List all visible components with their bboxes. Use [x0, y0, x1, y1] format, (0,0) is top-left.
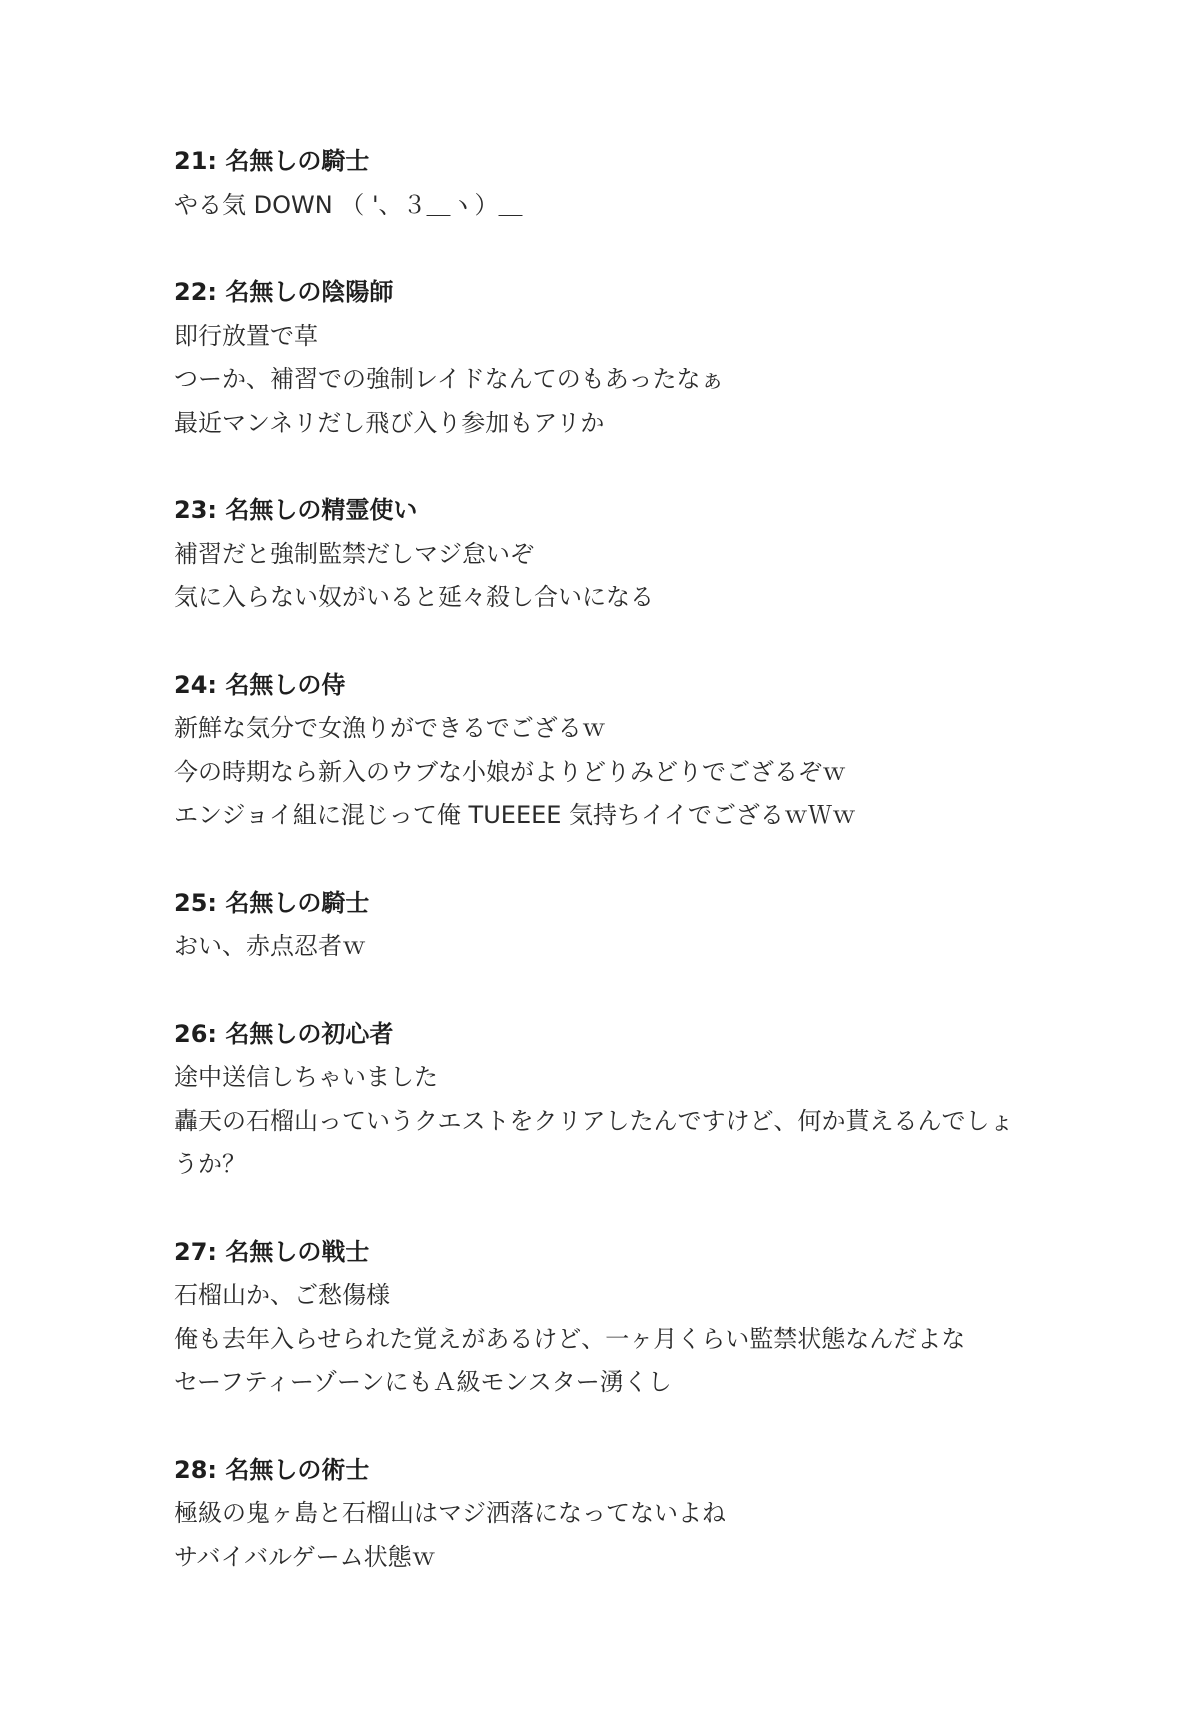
post-header: 21: 名無しの騎士 [174, 147, 370, 175]
post-body-line: うか？ [174, 1150, 246, 1178]
post-item [174, 140, 1094, 227]
post-header: 27: 名無しの戦士 [174, 1237, 370, 1266]
post-list [174, 140, 1094, 1579]
post-header: 25: 名無しの騎士 [174, 888, 370, 917]
post-item [174, 271, 1094, 445]
post-header: 24: 名無しの侍 [174, 670, 346, 699]
post-body-line: 補習だと強制監禁だしマジ怠いぞ [174, 539, 534, 568]
post-body-line: 即行放置で草 [174, 321, 318, 350]
post-item [174, 664, 1094, 838]
post-body-line: 石榴山か、ご愁傷様 [174, 1281, 390, 1309]
post-item [174, 489, 1094, 620]
post-body-line: 途中送信しちゃいました [174, 1063, 438, 1091]
post-body-line: 轟天の石榴山っていうクエストをクリアしたんですけど、何か貰えるんでしょ [174, 1106, 1014, 1135]
post-body-line: おい、赤点忍者ｗ [174, 932, 366, 960]
post-body-line: つーか、補習での強制レイドなんてのもあったなぁ [174, 365, 725, 393]
post-header: 26: 名無しの初心者 [174, 1019, 394, 1048]
post-item [174, 1449, 1094, 1580]
thread-page [174, 140, 1094, 1579]
post-body-line: セーフティーゾーンにもＡ級モンスター湧くし [174, 1368, 672, 1396]
post-body-line: やる気 DOWN （ '、３＿ヽ）＿ [174, 190, 523, 219]
post-body-line: 新鮮な気分で女漁りができるでござるｗ [174, 714, 606, 742]
post-body-line: 極級の鬼ヶ島と石榴山はマジ洒落になってないよね [174, 1499, 726, 1527]
post-body-line: サバイバルゲーム状態ｗ [174, 1542, 436, 1571]
post-item [174, 1231, 1094, 1405]
post-header: 23: 名無しの精霊使い [174, 496, 418, 524]
post-body-line: 最近マンネリだし飛び入り参加もアリか [174, 408, 605, 437]
post-body-line: 今の時期なら新入のウブな小娘がよりどりみどりでござるぞｗ [174, 757, 846, 786]
post-body-line: エンジョイ組に混じって俺 TUEEEE 気持ちイイでござるｗＷｗ [174, 801, 856, 829]
post-header: 22: 名無しの陰陽師 [174, 278, 394, 306]
post-body-line: 俺も去年入らせられた覚えがあるけど、一ヶ月くらい監禁状態なんだよな [174, 1324, 966, 1353]
post-header: 28: 名無しの術士 [174, 1455, 370, 1484]
post-body-line: 気に入らない奴がいると延々殺し合いになる [174, 583, 654, 611]
post-item [174, 1013, 1094, 1187]
post-item [174, 882, 1094, 969]
